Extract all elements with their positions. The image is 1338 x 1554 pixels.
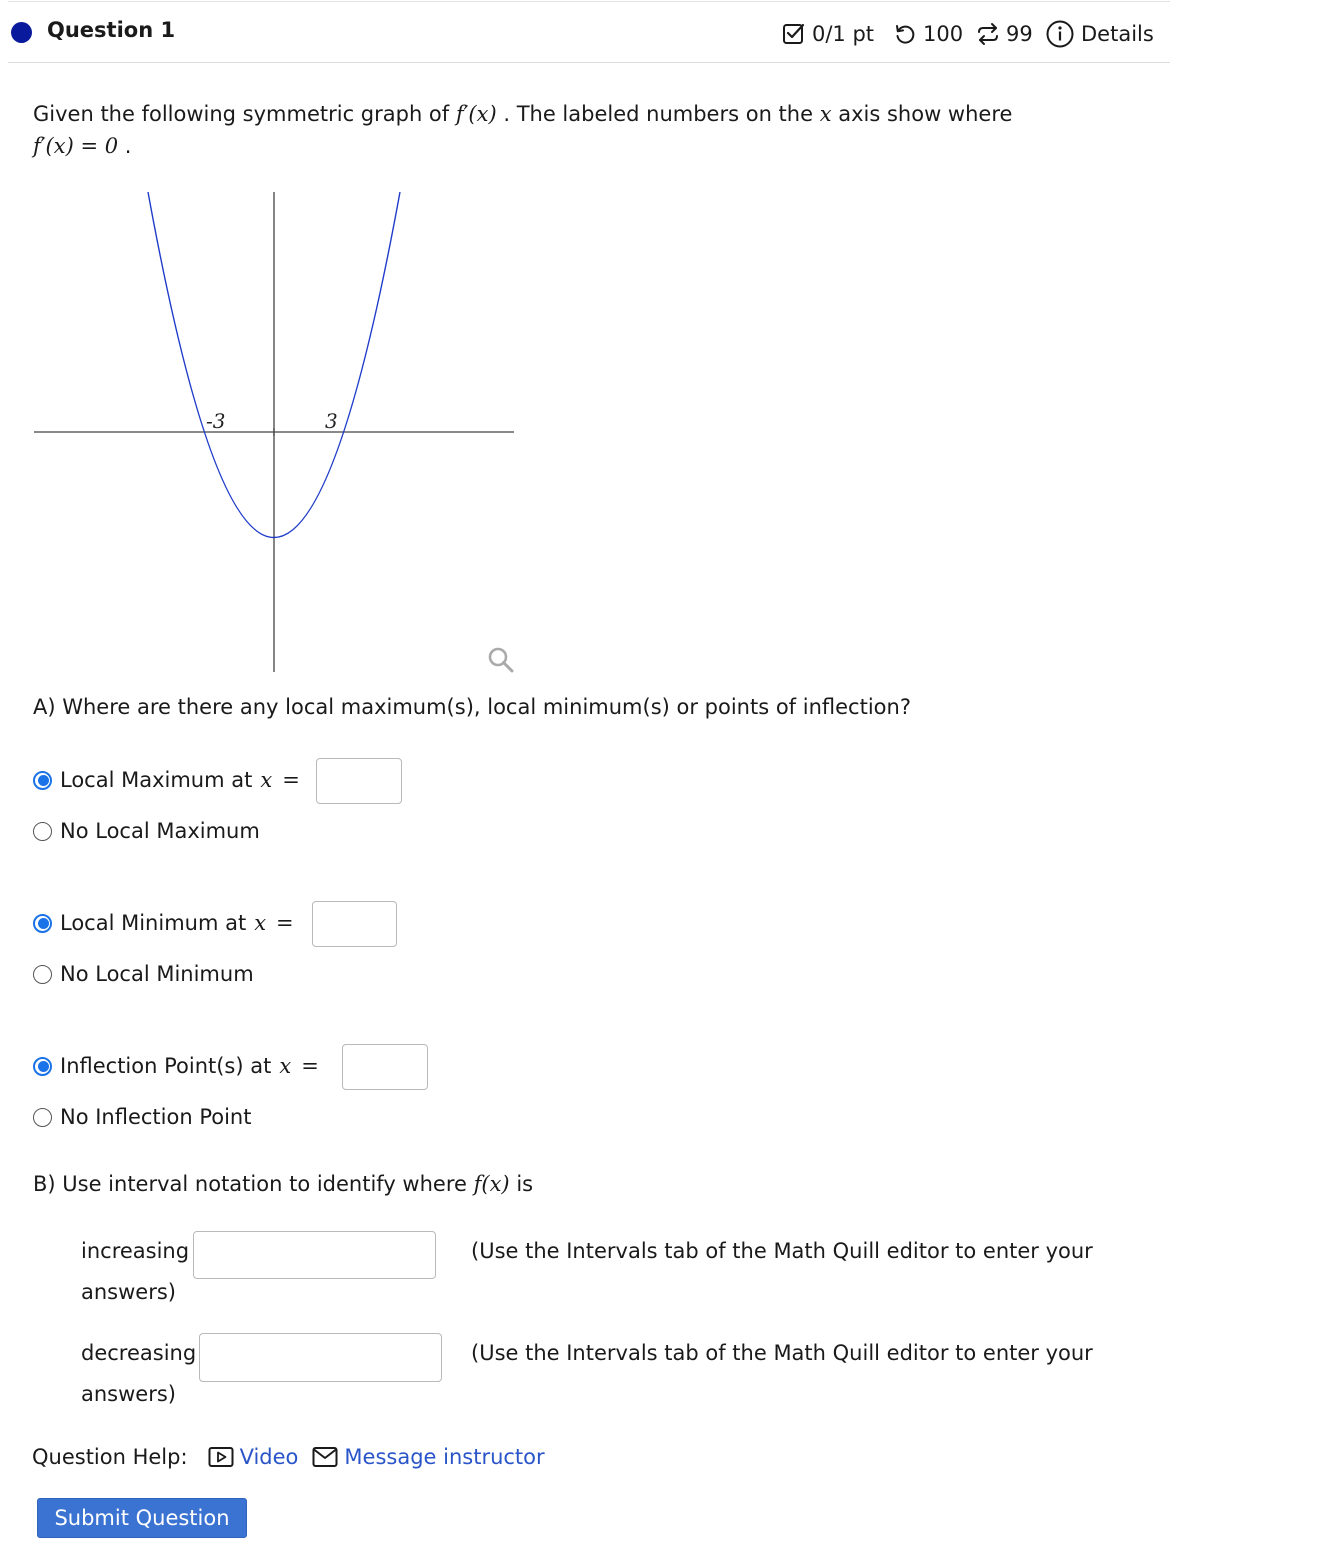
no-local-min-label: No Local Minimum (60, 962, 254, 986)
message-instructor-link[interactable] (312, 1445, 544, 1469)
equals-sign: = (276, 911, 294, 935)
attempts-indicator (976, 16, 1033, 52)
question-status-dot (11, 22, 32, 43)
question-title: Question 1 (47, 18, 176, 42)
increasing-label: increasing (81, 1239, 190, 1263)
radio-inflection-point[interactable] (33, 1050, 319, 1082)
retries-text: 100 (923, 22, 964, 46)
prompt-period: . (124, 134, 132, 158)
no-local-max-label: No Local Maximum (60, 819, 260, 843)
attempts-cycle-icon (976, 22, 1000, 46)
decreasing-note: (Use the Intervals tab of the Math Quill editor to enter your (471, 1341, 1093, 1365)
checkbox-check-icon (782, 22, 806, 46)
local-min-label: Local Minimum at (60, 911, 247, 935)
radio-button[interactable] (33, 965, 52, 984)
derivative-graph (30, 188, 520, 678)
local-max-input[interactable] (316, 758, 402, 804)
question-prompt (33, 98, 1133, 162)
radio-local-maximum[interactable] (33, 764, 300, 796)
increasing-note-cont: answers) (81, 1280, 176, 1304)
header-divider (8, 62, 1170, 63)
radio-local-minimum[interactable] (33, 907, 294, 939)
x-var: x (254, 911, 267, 935)
radio-button[interactable] (33, 771, 52, 790)
question-help (32, 1441, 545, 1473)
equals-sign: = (282, 768, 300, 792)
radio-button[interactable] (33, 1057, 52, 1076)
x-label-pos-3: 3 (325, 409, 338, 433)
part-b-fx: f(x) (473, 1172, 510, 1196)
increasing-note: (Use the Intervals tab of the Math Quill editor to enter your (471, 1239, 1093, 1263)
details-button[interactable] (1045, 16, 1154, 52)
score-text: 0/1 pt (812, 22, 875, 46)
radio-no-inflection-point[interactable] (33, 1101, 251, 1133)
prompt-x-var: x (819, 102, 832, 126)
prompt-text-3: axis show where (838, 102, 1013, 126)
decreasing-note-cont: answers) (81, 1382, 176, 1406)
radio-no-local-maximum[interactable] (33, 815, 260, 847)
radio-button[interactable] (33, 1108, 52, 1127)
part-a-question: A) Where are there any local maximum(s), local minimum(s) or points of inflection? (33, 695, 911, 719)
details-label: Details (1081, 22, 1154, 46)
message-instructor-label: Message instructor (344, 1445, 545, 1469)
part-b-text-start: B) Use interval notation to identify where (33, 1172, 467, 1196)
magnify-icon[interactable] (486, 645, 516, 675)
radio-button[interactable] (33, 822, 52, 841)
decreasing-input[interactable] (199, 1333, 442, 1382)
info-icon (1045, 19, 1075, 49)
x-var: x (260, 768, 273, 792)
question-help-label: Question Help: (32, 1445, 188, 1469)
prompt-fprime: f′(x) (455, 102, 497, 126)
retries-indicator (893, 16, 963, 52)
score-indicator (782, 16, 874, 52)
attempts-text: 99 (1006, 22, 1033, 46)
part-b-question (33, 1172, 533, 1196)
mail-icon (312, 1446, 338, 1468)
equals-sign: = (301, 1054, 319, 1078)
submit-question-button[interactable]: Submit Question (37, 1498, 247, 1538)
inflection-input[interactable] (342, 1044, 428, 1090)
inflection-label: Inflection Point(s) at (60, 1054, 272, 1078)
part-b-text-end: is (516, 1172, 534, 1196)
video-play-icon (208, 1446, 234, 1468)
increasing-input[interactable] (193, 1231, 436, 1279)
x-label-neg-3: -3 (206, 409, 226, 433)
radio-button[interactable] (33, 914, 52, 933)
prompt-text-2: . The labeled numbers on the (503, 102, 814, 126)
x-var: x (279, 1054, 292, 1078)
video-link[interactable] (208, 1445, 299, 1469)
top-divider (8, 1, 1170, 2)
video-link-label: Video (239, 1445, 299, 1469)
retry-icon (893, 22, 917, 46)
decreasing-label: decreasing (81, 1341, 197, 1365)
prompt-equation: f′(x) = 0 (33, 134, 119, 158)
prompt-text-1: Given the following symmetric graph of (33, 102, 450, 126)
local-max-label: Local Maximum at (60, 768, 253, 792)
no-inflection-label: No Inflection Point (60, 1105, 252, 1129)
radio-no-local-minimum[interactable] (33, 958, 254, 990)
local-min-input[interactable] (312, 901, 397, 947)
